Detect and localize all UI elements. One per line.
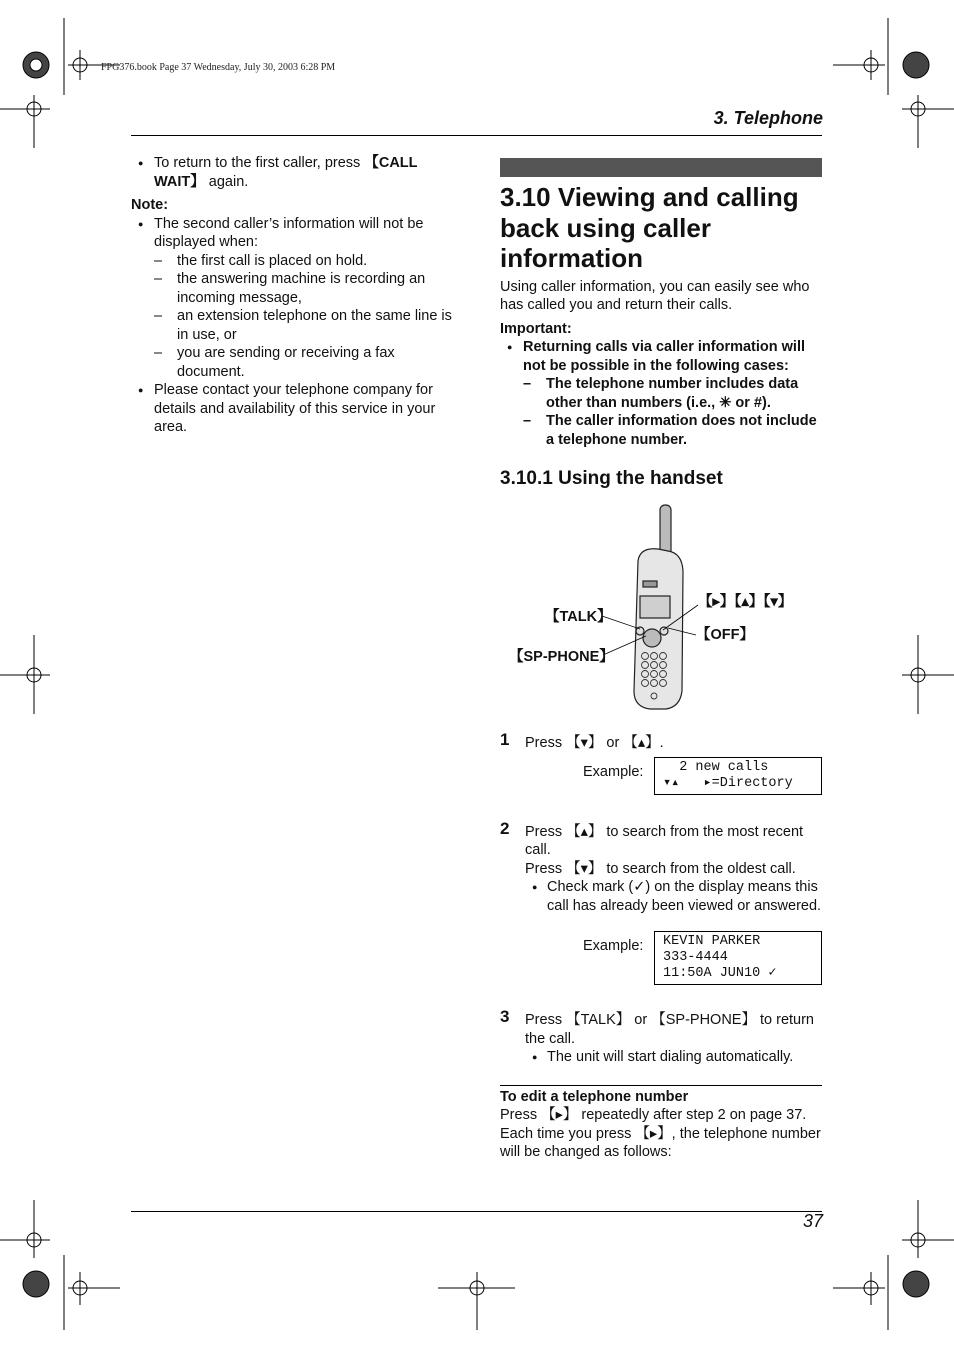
step-text: Press 【TALK】 or 【SP-PHONE】 to return the call. — [525, 1012, 814, 1047]
dialing-bullet: ● The unit will start dialing automatically. — [500, 1048, 822, 1067]
note-bullet-1: ● The second caller’s information will not be displayed when: — [131, 215, 461, 252]
step-2 — [500, 818, 822, 879]
example-2 — [500, 931, 822, 1003]
check-mark-bullet: ● Check mark (✓) on the display means this call has already been viewed or answered. — [500, 878, 822, 915]
important-label: Important: — [500, 320, 572, 337]
edit-text: Press 【▸】 repeatedly after step 2 on page 37. Each time you press 【▸】, the telephone number will be changed as follows: — [500, 1107, 821, 1160]
left-column — [131, 154, 461, 437]
handset-figure — [500, 491, 822, 726]
edit-heading: To edit a telephone number — [500, 1088, 689, 1105]
heading-bar — [500, 158, 822, 177]
footer-rule — [131, 1211, 822, 1212]
example-label: Example: — [583, 763, 644, 780]
step-number: 3 — [500, 1007, 510, 1026]
sp-phone-callout: 【SP-PHONE】 — [509, 649, 614, 665]
note-bullet-2: ● Please contact your telephone company for details and availability of this service in your area. — [131, 381, 461, 437]
important-bullet: ● Returning calls via caller information will not be possible in the following cases: — [500, 338, 822, 375]
nav-keys-callout: 【▸】【▴】【▾】 — [698, 594, 793, 610]
page-heading: 3.10 Viewing and calling back using caller information — [500, 182, 799, 273]
note-dash-2: – the answering machine is recording an incoming message, — [131, 270, 461, 307]
section-title: 3. Telephone — [713, 108, 823, 128]
print-header: FPG376.book Page 37 Wednesday, July 30, 2003 6:28 PM — [101, 62, 336, 73]
header-rule — [131, 135, 822, 136]
example-label: Example: — [583, 938, 644, 954]
right-column — [500, 158, 822, 1162]
off-callout: 【OFF】 — [696, 627, 754, 643]
subheading: 3.10.1 Using the handset — [500, 468, 723, 489]
note-dash-4: – you are sending or receiving a fax document. — [131, 344, 461, 381]
intro-text: Using caller information, you can easily see who has called you and return their calls. — [500, 278, 810, 313]
edit-rule — [500, 1085, 822, 1086]
note-label: Note: — [131, 197, 169, 213]
step-text: Press 【▴】 to search from the most recent call. — [525, 823, 804, 858]
step-text: Press 【▾】 or 【▴】. — [525, 735, 664, 751]
lcd-display-1: 2 new calls ▾▴ ▸=Directory — [654, 757, 822, 795]
talk-callout: 【TALK】 — [545, 609, 612, 625]
note-dash-1: – the first call is placed on hold. — [131, 252, 461, 271]
important-dash-2: – The caller information does not include a telephone number. — [500, 412, 822, 449]
example-1 — [500, 757, 822, 813]
step-number: 2 — [500, 818, 510, 838]
step-text: Press 【▾】 to search from the oldest call. — [525, 860, 796, 877]
step-number: 1 — [500, 730, 510, 749]
page-number: 37 — [802, 1211, 823, 1231]
important-dash-1: – The telephone number includes data other than numbers (i.e., ✳ or #). — [500, 375, 822, 412]
call-wait-bullet: ● To return to the first caller, press 【CALL WAIT】 again. — [131, 154, 461, 191]
lcd-display-2: KEVIN PARKER 333-4444 11:50A JUN10 ✓ — [654, 931, 822, 985]
step-3 — [500, 1007, 822, 1048]
step-1 — [500, 730, 822, 753]
note-dash-3: – an extension telephone on the same line is in use, or — [131, 307, 461, 344]
